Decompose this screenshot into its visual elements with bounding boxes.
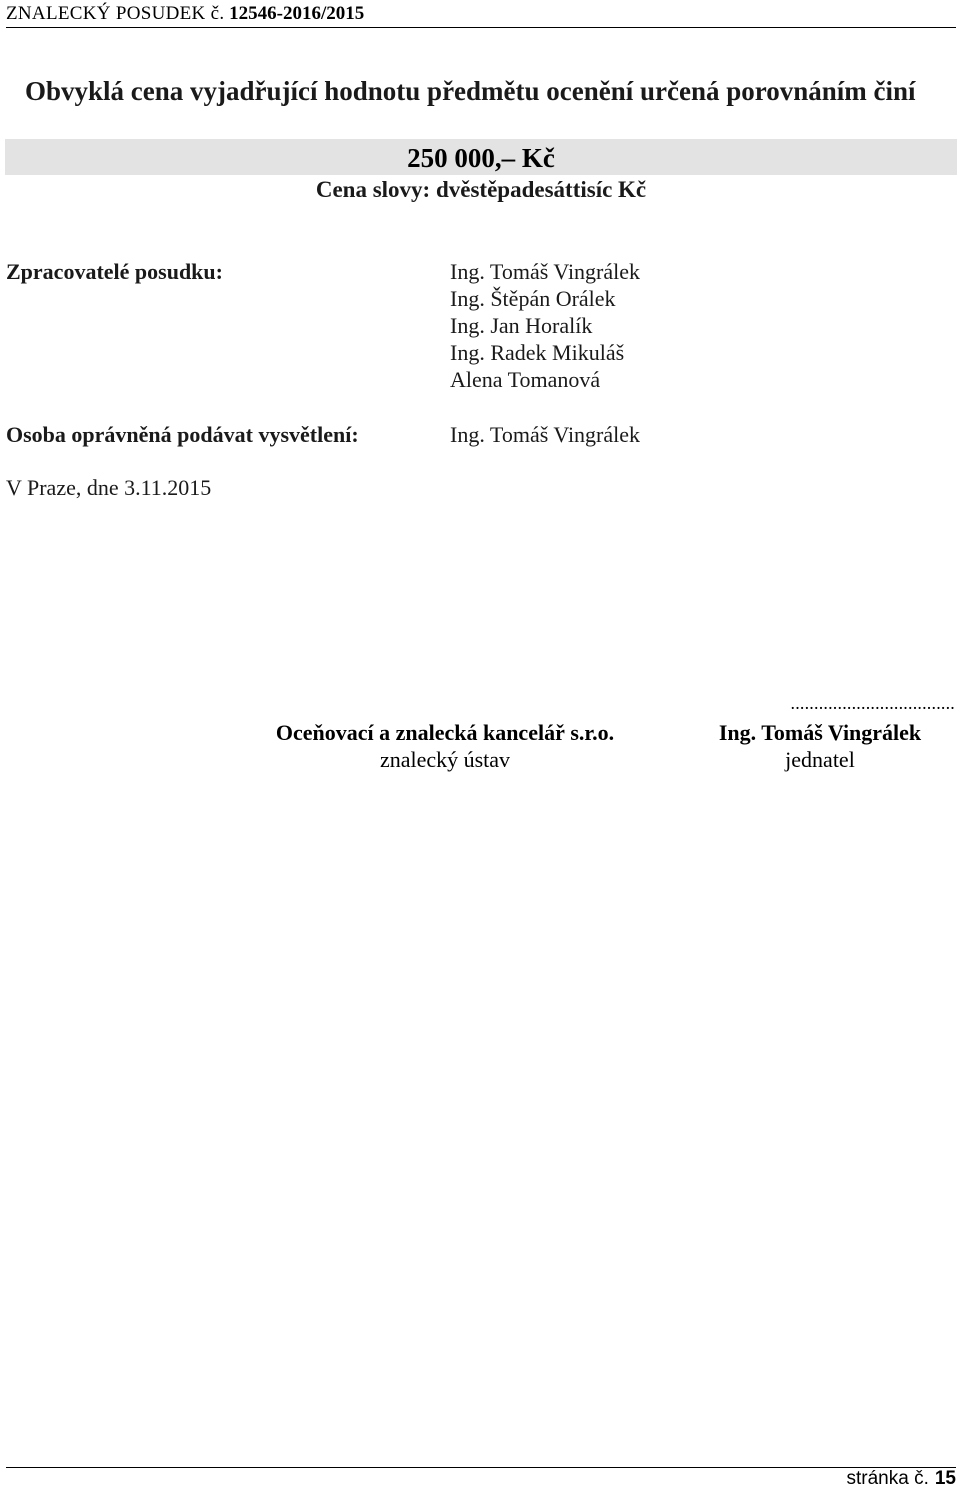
author-name: Ing. Radek Mikuláš [450,340,625,365]
place-and-date: V Praze, dne 3.11.2015 [6,475,212,500]
header-prefix: ZNALECKÝ POSUDEK č. [6,3,225,24]
valuation-statement-title: Obvyklá cena vyjadřující hodnotu předmětu ocenění určená porovnáním činí [25,76,916,106]
signature-firm-role: znalecký ústav [379,747,511,772]
authors-label: Zpracovatelé posudku: [6,259,223,284]
author-name: Ing. Jan Horalík [450,313,593,338]
document-header [6,2,364,26]
page-label: stránka č. [846,1468,929,1489]
contact-person-label: Osoba oprávněná podávat vysvětlení: [6,422,359,447]
price-in-words: Cena slovy: dvěstěpadesáttisíc Kč [315,177,647,202]
header-report-number: 12546-2016/2015 [229,3,365,24]
author-name: Alena Tomanová [450,367,601,392]
page-number: 15 [934,1468,956,1489]
author-name: Ing. Tomáš Vingrálek [450,259,641,284]
author-name: Ing. Štěpán Orálek [450,286,616,311]
signature-firm-name: Oceňovací a znalecká kancelář s.r.o. [275,720,615,745]
signer-name: Ing. Tomáš Vingrálek [718,720,922,745]
page-footer [846,1468,956,1490]
signature-line: ................................... [790,693,955,713]
contact-person-name: Ing. Tomáš Vingrálek [450,422,641,447]
signer-role: jednatel [785,747,855,772]
header-divider [6,27,956,28]
footer-divider [6,1467,956,1468]
price-amount: 250 000,– Kč [407,143,555,173]
